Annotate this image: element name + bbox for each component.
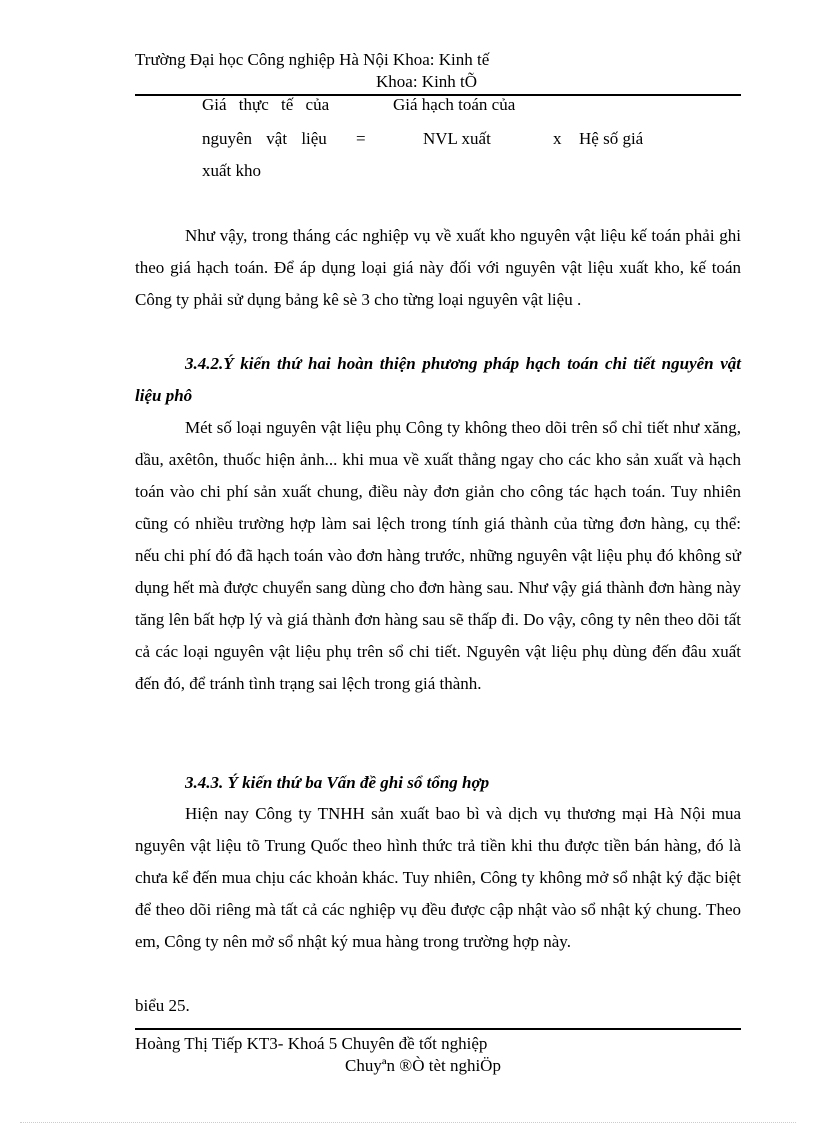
paragraph-3 (135, 798, 741, 958)
paragraph-1-text: Như vậy, trong tháng các nghiệp vụ về xuất kho nguyên vật liệu kế toán phải ghi theo giá hạch toán. Để áp dụng loại giá này đối với nguyên vật liệu xuất kho, kế toán Công ty phải sử dụng bảng kê sè 3 cho từng loại nguyên vật liệu . (135, 226, 741, 309)
formula-mid-line1: Giá hạch toán của (393, 95, 516, 114)
formula-left-line3: xuất kho (202, 161, 262, 180)
paragraph-4: biểu 25. (135, 996, 190, 1015)
footer-line1: Hoàng Thị Tiếp KT3- Khoá 5 Chuyên đề tốt nghiệp (135, 1034, 488, 1053)
section-heading-3-4-3-text: 3.4.3. Ý kiến thứ ba Vấn đề ghi sổ tổng hợp (185, 773, 490, 792)
header-title: Trường Đại học Công nghiệp Hà Nội Khoa: Kinh tế (135, 50, 490, 69)
formula-left-line2: nguyên vật liệu (202, 129, 327, 148)
section-heading-3-4-3 (135, 767, 741, 799)
footer-rule (135, 1028, 741, 1030)
formula-equals: = (356, 129, 366, 148)
section-heading-3-4-2 (135, 348, 741, 412)
paragraph-2 (135, 412, 741, 700)
section-heading-3-4-2-text: 3.4.2.Ý kiến thứ hai hoàn thiện phương pháp hạch toán chi tiết nguyên vật liệu phô (135, 354, 741, 405)
footer-line2: Chuyªn ®Ò tèt nghiÖp (345, 1056, 501, 1075)
formula-right: Hệ số giá (579, 129, 644, 148)
formula-times: x (553, 129, 562, 148)
paragraph-3-text: Hiện nay Công ty TNHH sản xuất bao bì và dịch vụ thương mại Hà Nội mua nguyên vật liệu tõ Trung Quốc theo hình thức trả tiền khi thu được tiền bán hàng, đó là chưa kể đến mua chịu các khoản khác. Tuy nhiên, Công ty không mở sổ nhật ký đặc biệt để theo dõi riêng mà tất cả các nghiệp vụ đều được cập nhật vào sổ nhật ký chung. Theo em, Công ty nên mở sổ nhật ký mua hàng trong trường hợp này. (135, 804, 741, 951)
formula-left-line1: Giá thực tế của (202, 95, 330, 114)
header-subtitle: Khoa: Kinh tÕ (376, 72, 478, 91)
formula-mid-line2: NVL xuất (423, 129, 491, 148)
paragraph-1 (135, 220, 741, 316)
paragraph-2-text: Mét số loại nguyên vật liệu phụ Công ty không theo dõi trên sổ chỉ tiết như xăng, dầu, axêtôn, thuốc hiện ảnh... khi mua về xuất thẳng ngay cho các kho sản xuất và hạch toán vào chi phí sản xuất chung, điều này đơn giản cho công tác hạch toán. Tuy nhiên cũng có nhiều trường hợp làm sai lệch trong tính giá thành của từng đơn hàng, cụ thể: nếu chi phí đó đã hạch toán vào đơn hàng trước, những nguyên vật liệu phụ đó không sử dụng hết mà được chuyển sang dùng cho đơn hàng sau. Như vậy giá thành đơn hàng này tăng lên bất hợp lý và giá thành đơn hàng sau sẽ thấp đi. Do vậy, công ty nên theo dõi tất cả các loại nguyên vật liệu phụ trên sổ chi tiết. Nguyên vật liệu phụ dùng đến đâu xuất đến đó, để tránh tình trạng sai lệch trong giá thành. (135, 418, 741, 693)
